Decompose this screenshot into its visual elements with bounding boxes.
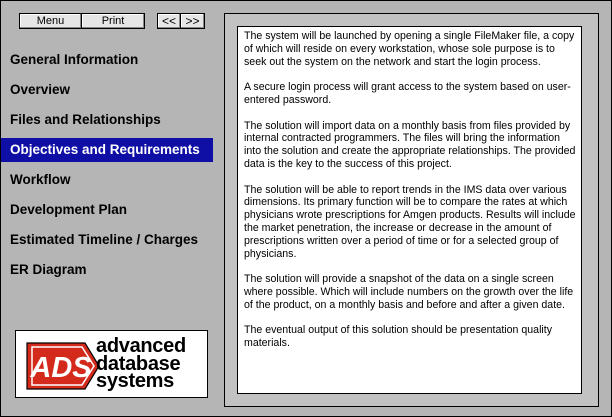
nav-item-objectives-and-requirements[interactable]: Objectives and Requirements — [1, 138, 213, 162]
ads-logo-mark-icon — [23, 339, 105, 393]
content-paragraph-4: The solution will be able to report trends in the IMS data over various dimensions. Its primary function will be to compare the rates at which physicians wrote prescriptions for Amgen products. Results will include the market penetration, the increase or decrease in the amount of prescriptions written over a period of time or for a selected group of physicians. — [244, 183, 576, 260]
logo-line-2: database — [96, 352, 181, 375]
content-panel — [224, 13, 599, 407]
content-paragraph-1: The system will be launched by opening a single FileMaker file, a copy of which will reside on every workstation, whose sole purpose is to seek out the system on the network and start the login process. — [244, 30, 575, 68]
paging-group — [157, 13, 205, 29]
content-paragraph-2: A secure login process will grant access to the system based on user-entered password. — [244, 81, 571, 106]
logo-line-1: advanced — [96, 335, 186, 357]
nav-item-workflow[interactable]: Workflow — [10, 172, 71, 187]
sidebar-nav — [1, 45, 213, 285]
content-paragraph-5: The solution will provide a snapshot of the data on a single screen where possible. Which will include numbers on the growth over the life of the product, on a monthly basis and before and after a given date. — [244, 273, 574, 311]
nav-item-development-plan[interactable]: Development Plan — [10, 202, 128, 217]
nav-item-overview[interactable]: Overview — [10, 82, 71, 97]
content-text-area[interactable] — [237, 26, 582, 394]
company-logo — [15, 330, 208, 398]
nav-item-estimated-timeline-charges[interactable]: Estimated Timeline / Charges — [10, 232, 199, 247]
nav-item-general-information[interactable]: General Information — [10, 52, 139, 67]
nav-item-er-diagram[interactable]: ER Diagram — [10, 262, 87, 277]
menu-button[interactable]: Menu — [19, 13, 82, 29]
content-paragraph-3: The solution will import data on a monthly basis from files provided by internal contracted programmers. The files will bring the information into the solution and create the appropriate relationships. The provided data is the key to the success of this project. — [244, 119, 576, 170]
menu-print-group — [19, 13, 145, 29]
logo-line-3: systems — [96, 370, 174, 392]
next-page-button[interactable]: >> — [181, 13, 205, 29]
content-paragraph-6: The eventual output of this solution should be presentation quality materials. — [244, 324, 553, 350]
logo-wordmark — [96, 335, 186, 392]
previous-page-button[interactable]: << — [157, 13, 181, 29]
svg-text:ADS: ADS — [30, 352, 92, 384]
nav-item-files-and-relationships[interactable]: Files and Relationships — [10, 112, 161, 127]
print-button[interactable]: Print — [82, 13, 145, 29]
